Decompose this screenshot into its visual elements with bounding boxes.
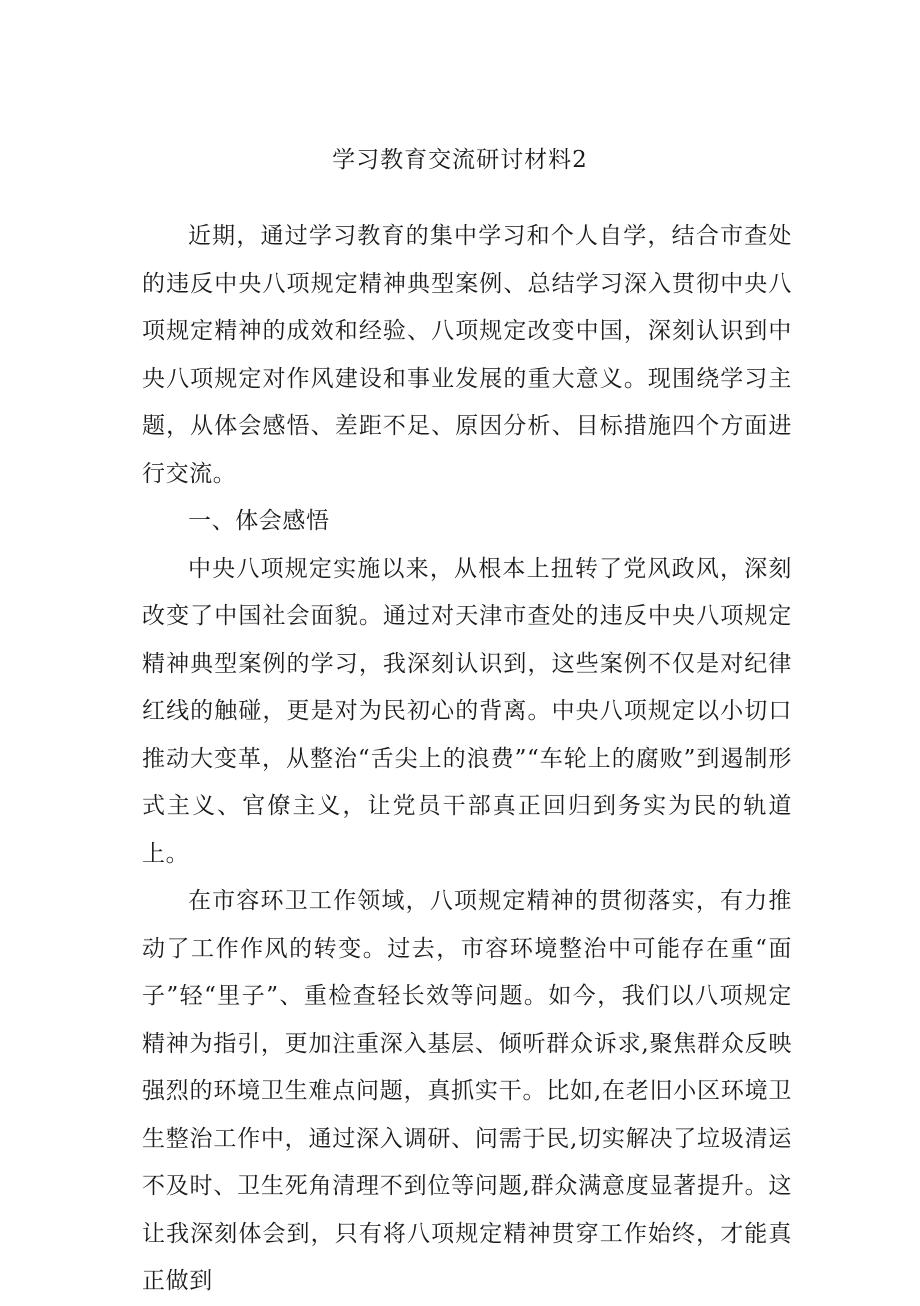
paragraph-section-2: 在市容环卫工作领域，八项规定精神的贯彻落实，有力推动了工作作风的转变。过去，市容环境整治中可能存在重“面子”轻“里子”、重检查轻长效等问题。如今，我们以八项规定精神为指引，更加注重深入基层、倾听群众诉求,聚焦群众反映强烈的环境卫生难点问题，真抓实干。比如,在老旧小区环境卫生整治工作中，通过深入调研、问需于民,切实解决了垃圾清运不及时、卫生死角清理不到位等问题,群众满意度显著提升。这让我深刻体会到，只有将八项规定精神贯穿工作始终，才能真正做到 [142,888,792,1294]
document-body [142,213,792,1306]
paragraph-intro: 近期，通过学习教育的集中学习和个人自学，结合市查处的违反中央八项规定精神典型案例、总结学习深入贯彻中央八项规定精神的成效和经验、八项规定改变中国，深刻认识到中央八项规定对作风建设和事业发展的重大意义。现围绕学习主题，从体会感悟、差距不足、原因分析、目标措施四个方面进行交流。 [142,223,792,487]
paragraph-section-1: 中央八项规定实施以来，从根本上扭转了党风政风，深刻改变了中国社会面貌。通过对天津市查处的违反中央八项规定精神典型案例的学习，我深刻认识到，这些案例不仅是对纪律红线的触碰，更是对为民初心的背离。中央八项规定以小切口推动大变革，从整治“舌尖上的浪费”“车轮上的腐败”到遏制形式主义、官僚主义，让党员干部真正回归到务实为民的轨道上。 [142,555,792,867]
document-title: 学习教育交流研讨材料2 [332,147,588,173]
section-heading: 一、体会感悟 [188,508,330,534]
